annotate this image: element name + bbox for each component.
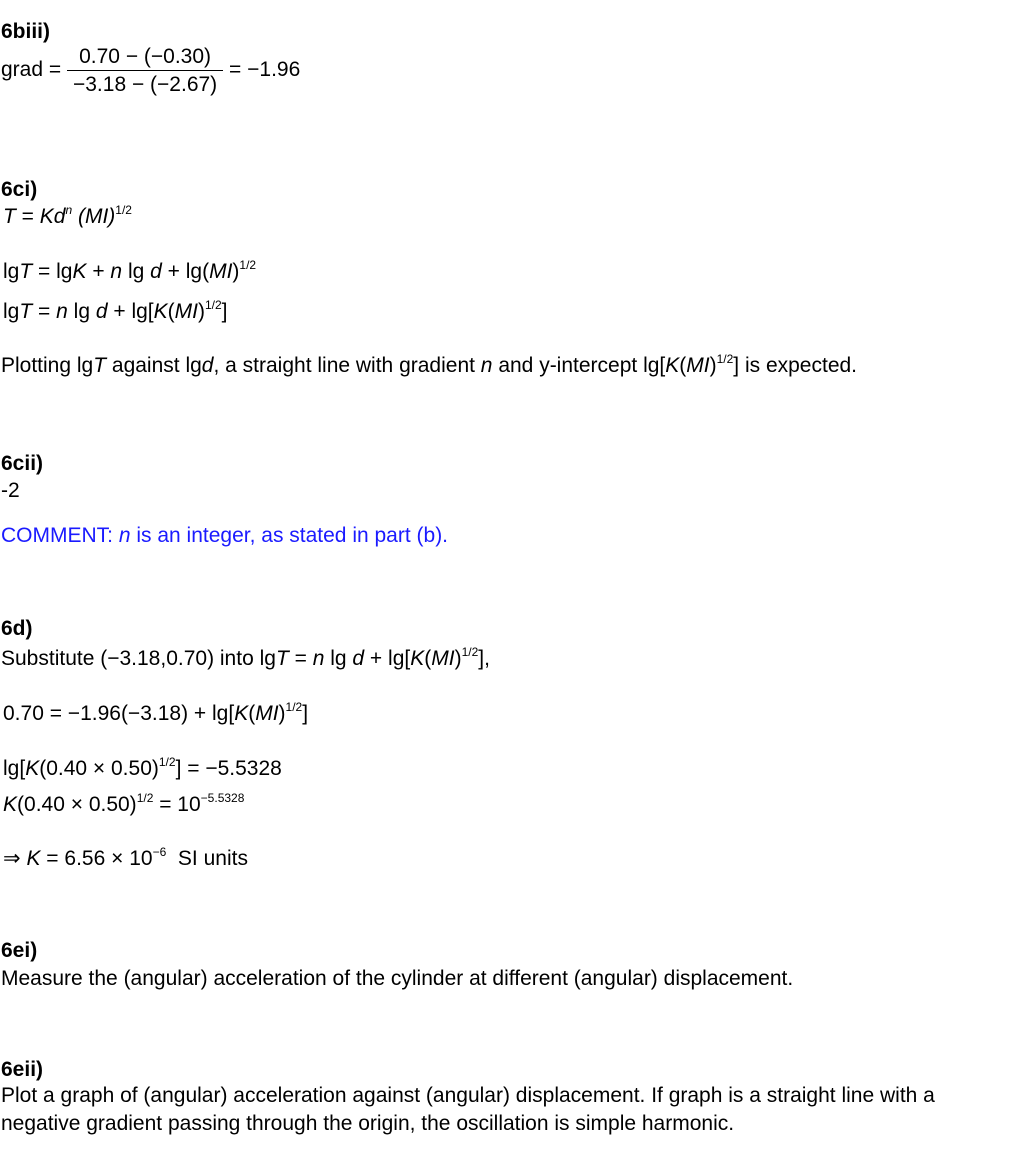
equation-period: $T = Kd^n$ (MI)$^{1/2}$ — [3, 203, 132, 228]
equation-linear-form: lgT = n lg d + lg[K(MI)$^{1/2}$] — [3, 298, 228, 323]
grad-fraction — [67, 46, 223, 95]
heading-6ci: 6ci) — [1, 178, 38, 201]
answer-6ei: Measure the (angular) acceleration of the cylinder at different (angular) displacement. — [1, 967, 794, 990]
answer-6eii: Plot a graph of (angular) acceleration against (angular) displacement. If graph is a straight line with a negative gradient passing through the origin, the oscillation is simple harmonic. — [1, 1084, 935, 1135]
grad-lhs: grad = — [1, 58, 62, 82]
comment-6cii: COMMENT: n is an integer, as stated in part (b). — [1, 524, 449, 547]
gradient-equation — [1, 46, 300, 95]
intercept-exponential: $K(0.40 \times 0.50)^{1/2} = 10^{-5.5328}$ — [3, 791, 245, 816]
heading-6eii: 6eii) — [1, 1058, 44, 1081]
substitute-line: Substitute (−3.18,0.70) into lgT = n lg d + lg[K(MI)$^{1/2}$], — [1, 645, 490, 670]
result-K: ⇒ $K = 6.56 \times 10^{-6}$ SI units — [3, 845, 248, 870]
answer-6cii: -2 — [1, 479, 20, 502]
equation-log-form: lgT = lgK + n lg d + lg(MI)$^{1/2}$ — [3, 258, 257, 283]
heading-6biii: 6biii) — [1, 20, 51, 43]
log-intercept-value: $\lg[K(0.40 \times 0.50)^{1/2}] = -5.5328$ — [3, 755, 282, 780]
heading-6cii: 6cii) — [1, 452, 44, 475]
grad-numerator: 0.70 − (−0.30) — [67, 46, 223, 71]
heading-6ei: 6ei) — [1, 939, 38, 962]
grad-denominator: −3.18 − (−2.67) — [72, 73, 218, 96]
heading-6d: 6d) — [1, 617, 33, 640]
substituted-equation: 0.70 = −1.96(−3.18) + lg[K(MI)$^{1/2}$] — [3, 700, 309, 725]
plotting-explanation: Plotting lgT against lgd, a straight line with gradient n and y-intercept lg[K(MI)$^{1/2}$] is expected. — [1, 352, 858, 377]
grad-rhs: = −1.96 — [229, 58, 301, 82]
